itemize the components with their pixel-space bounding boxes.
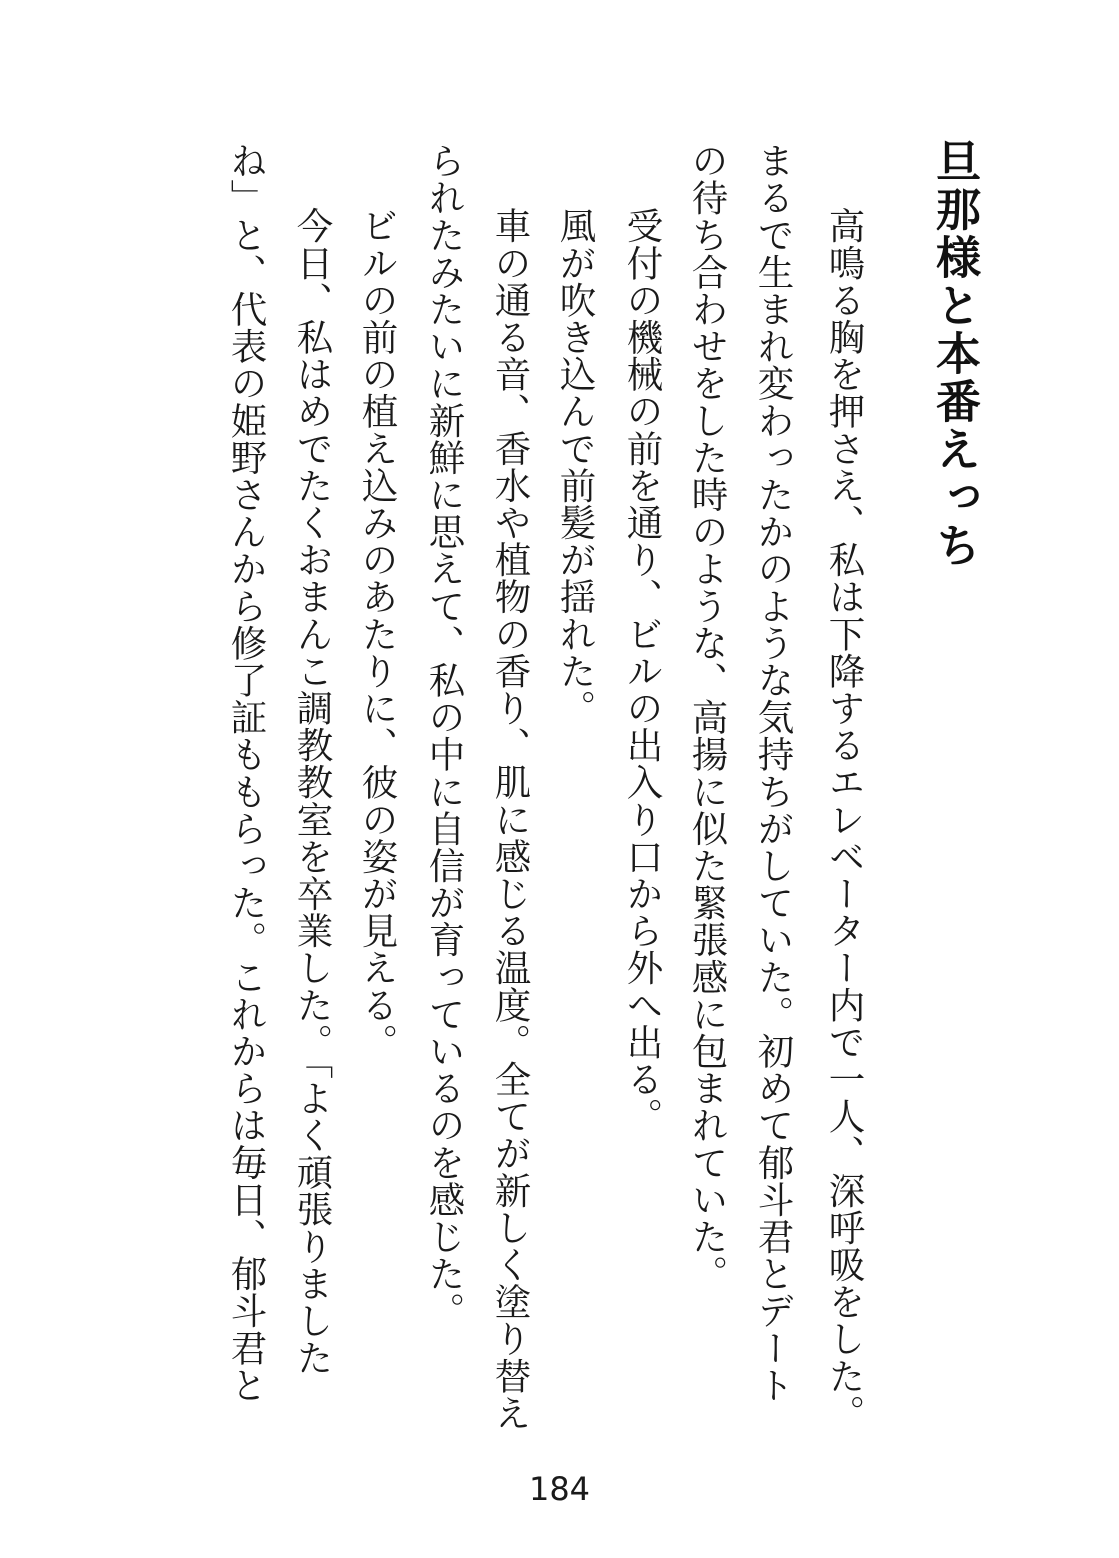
body-line-3: の待ち合わせをした時のような、高揚に似た緊張感に包まれていた。 xyxy=(686,142,729,1293)
body-line-8: ビルの前の植え込みのあたりに、彼の姿が見える。 xyxy=(356,170,399,1061)
chapter-title: 旦那様と本番えっち xyxy=(928,138,981,570)
body-line-7: られたみたいに新鮮に思えて、私の中に自信が育っているのを感じた。 xyxy=(423,142,466,1330)
body-line-10: ね」と、代表の姫野さんから修了証ももらった。これからは毎日、郁斗君と xyxy=(225,142,268,1404)
body-line-2: まるで生まれ変わったかのような気持ちがしていた。初めて郁斗君とデート xyxy=(752,142,795,1404)
page-number: 184 xyxy=(528,1470,591,1508)
body-line-9: 今日、私はめでたくおまんこ調教教室を卒業した。「よく頑張りました xyxy=(291,170,334,1377)
body-line-6: 車の通る音、香水や植物の香り、肌に感じる温度。全てが新しく塗り替え xyxy=(489,170,532,1432)
body-line-4: 受付の機械の前を通り、ビルの出入り口から外へ出る。 xyxy=(621,170,664,1135)
body-line-5: 風が吹き込んで前髪が揺れた。 xyxy=(554,170,597,727)
body-line-1: 高鳴る胸を押さえ、私は下降するエレベーター内で一人、深呼吸をした。 xyxy=(823,170,866,1432)
